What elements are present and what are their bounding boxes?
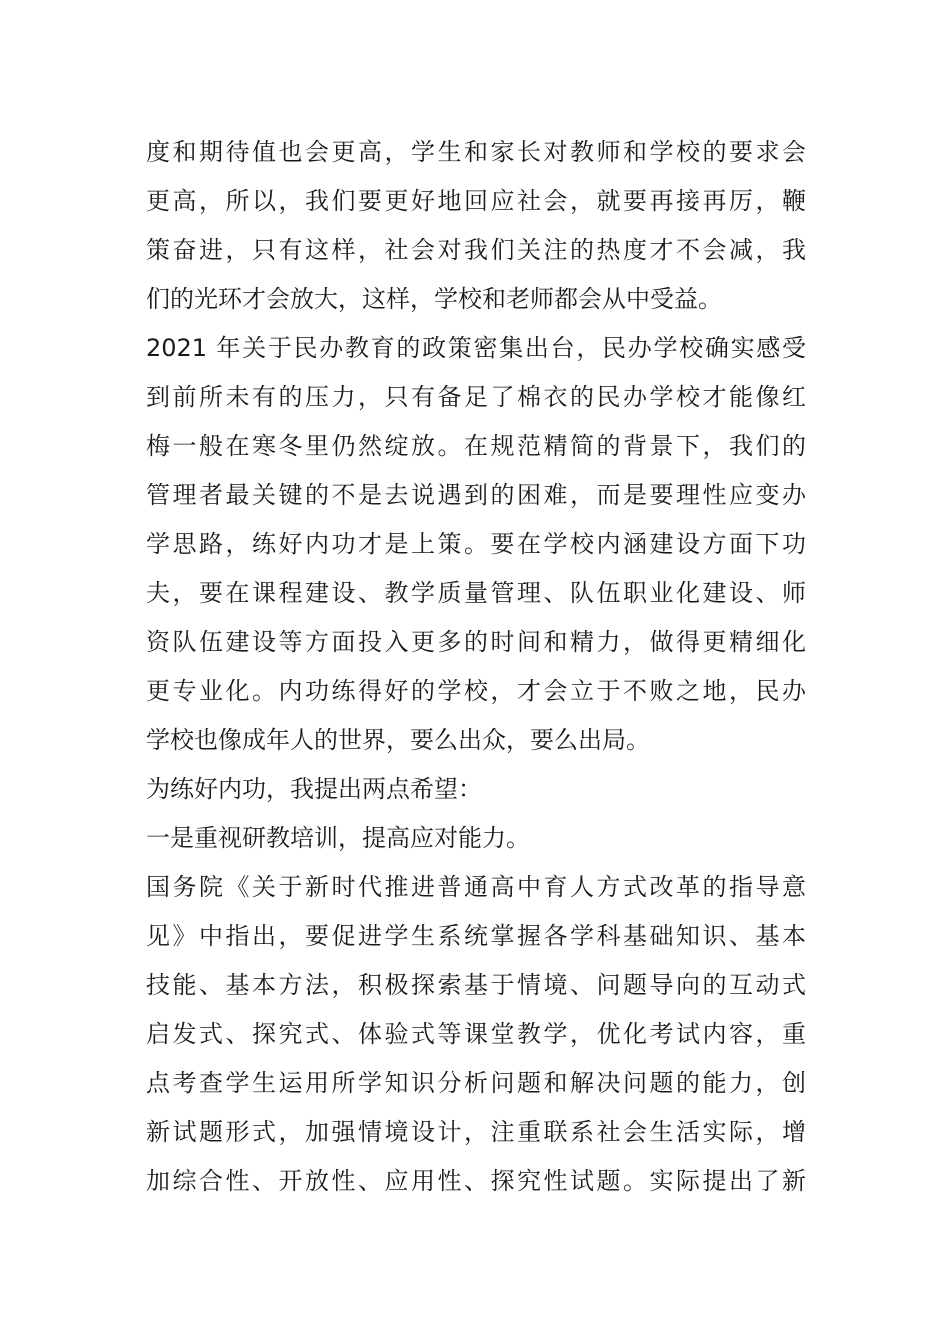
text-line: 更专业化。内功练得好的学校，才会立于不败之地，民办 xyxy=(146,677,806,705)
text-line: 夫，要在课程建设、教学质量管理、队伍职业化建设、师 xyxy=(146,579,806,607)
text-line: 国务院《关于新时代推进普通高中育人方式改革的指导意 xyxy=(146,873,806,901)
document-body xyxy=(146,128,806,1206)
text-line: 学校也像成年人的世界，要么出众，要么出局。 xyxy=(146,726,650,754)
text-line: 一是重视研教培训，提高应对能力。 xyxy=(146,824,530,852)
text-line: 学思路，练好内功才是上策。要在学校内涵建设方面下功 xyxy=(146,530,806,558)
text-line: 点考查学生运用所学知识分析问题和解决问题的能力，创 xyxy=(146,1069,806,1097)
text-line: 新试题形式，加强情境设计，注重联系社会生活实际，增 xyxy=(146,1118,806,1146)
text-line: 更高，所以，我们要更好地回应社会，就要再接再厉，鞭 xyxy=(146,187,806,215)
text-line: 资队伍建设等方面投入更多的时间和精力，做得更精细化 xyxy=(146,628,806,656)
text-line: 2021 年关于民办教育的政策密集出台，民办学校确实感受 xyxy=(146,334,806,362)
text-line: 加综合性、开放性、应用性、探究性试题。实际提出了新 xyxy=(146,1167,806,1195)
text-line: 梅一般在寒冬里仍然绽放。在规范精简的背景下，我们的 xyxy=(146,432,806,460)
text-line: 策奋进，只有这样，社会对我们关注的热度才不会减，我 xyxy=(146,236,806,264)
text-line: 为练好内功，我提出两点希望： xyxy=(146,775,482,803)
text-line: 度和期待值也会更高，学生和家长对教师和学校的要求会 xyxy=(146,138,806,166)
text-line: 到前所未有的压力，只有备足了棉衣的民办学校才能像红 xyxy=(146,383,806,411)
text-line: 启发式、探究式、体验式等课堂教学，优化考试内容，重 xyxy=(146,1020,806,1048)
text-line: 管理者最关键的不是去说遇到的困难，而是要理性应变办 xyxy=(146,481,806,509)
text-line: 技能、基本方法，积极探索基于情境、问题导向的互动式 xyxy=(146,971,806,999)
text-line: 们的光环才会放大，这样，学校和老师都会从中受益。 xyxy=(146,285,722,313)
text-line: 见》中指出，要促进学生系统掌握各学科基础知识、基本 xyxy=(146,922,806,950)
